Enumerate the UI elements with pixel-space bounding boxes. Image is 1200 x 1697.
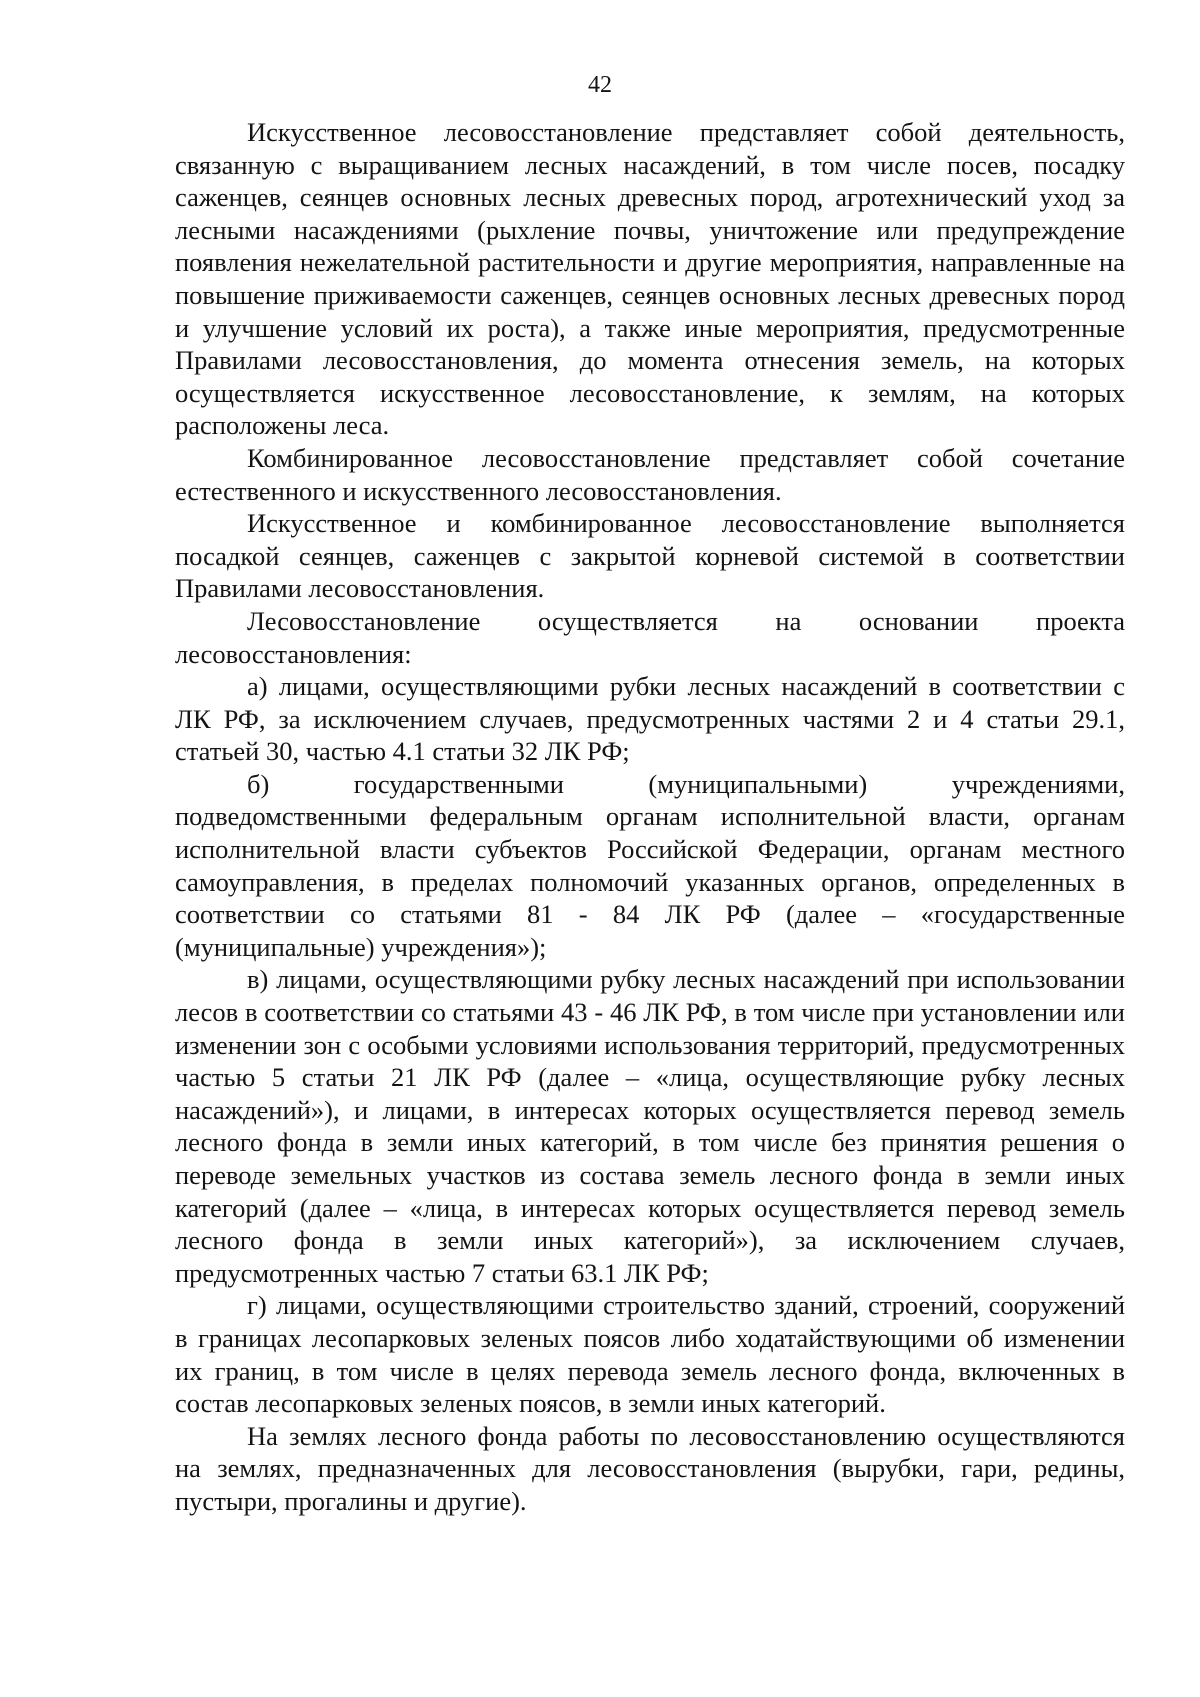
paragraph-combined-reforestation: Комбинированное лесовосстановление представляет собой сочетание естественного и искусственного лесовосстановления. [175, 442, 1125, 506]
document-body [175, 116, 1125, 1518]
page-number: 42 [588, 72, 612, 98]
list-item-g: г) лицами, осуществляющими строительство зданий, строений, сооружений в границах лесопарковых зеленых поясов либо ходатайствующими об изменении их границ, в том числе в целях перевода земель лесного фонда, включенных в состав лесопарковых зеленых поясов, в земли иных категорий. [175, 1290, 1125, 1419]
paragraph-artificial-reforestation: Искусственное лесовосстановление представляет собой деятельность, связанную с выращиванием лесных насаждений, в том числе посев, посадку саженцев, сеянцев основных лесных древесных пород, агротехнический уход за лесными насаждениями (рыхление почвы, уничтожение или предупреждение появления нежелательной растительности и другие мероприятия, направленные на повышение приживаемости саженцев, сеянцев основных лесных древесных пород и улучшение условий их роста), а также иные мероприятия, предусмотренные Правилами лесовосстановления, до момента отнесения земель, на которых осуществляется искусственное лесовосстановление, к землям, на которых расположены леса. [175, 117, 1125, 441]
list-item-a: а) лицами, осуществляющими рубки лесных насаждений в соответствии с ЛК РФ, за исключением случаев, предусмотренных частями 2 и 4 статьи 29.1, статьей 30, частью 4.1 статьи 32 ЛК РФ; [175, 671, 1125, 767]
paragraph-project-basis: Лесовосстановление осуществляется на основании проекта лесовосстановления: [175, 605, 1125, 669]
paragraph-forest-fund-lands: На землях лесного фонда работы по лесовосстановлению осуществляются на землях, предназначенных для лесовосстановления (вырубки, гари, редины, пустыри, прогалины и другие). [175, 1420, 1125, 1516]
list-item-v: в) лицами, осуществляющими рубку лесных насаждений при использовании лесов в соответствии со статьями 43 - 46 ЛК РФ, в том числе при установлении или изменении зон с особыми условиями использования территорий, предусмотренных частью 5 статьи 21 ЛК РФ (далее – «лица, осуществляющие рубку лесных насаждений»), и лицами, в интересах которых осуществляется перевод земель лесного фонда в земли иных категорий, в том числе без принятия решения о переводе земельных участков из состава земель лесного фонда в земли иных категорий (далее – «лица, в интересах которых осуществляется перевод земель лесного фонда в земли иных категорий»), за исключением случаев, предусмотренных частью 7 статьи 63.1 ЛК РФ; [175, 964, 1125, 1288]
list-item-b: б) государственными (муниципальными) учреждениями, подведомственными федеральным органам исполнительной власти, органам исполнительной власти субъектов Российской Федерации, органам местного самоуправления, в пределах полномочий указанных органов, определенных в соответствии со статьями 81 - 84 ЛК РФ (далее – «государственные (муниципальные) учреждения»); [175, 768, 1125, 962]
paragraph-planting-method: Искусственное и комбинированное лесовосстановление выполняется посадкой сеянцев, саженцев с закрытой корневой системой в соответствии Правилами лесовосстановления. [175, 508, 1125, 604]
